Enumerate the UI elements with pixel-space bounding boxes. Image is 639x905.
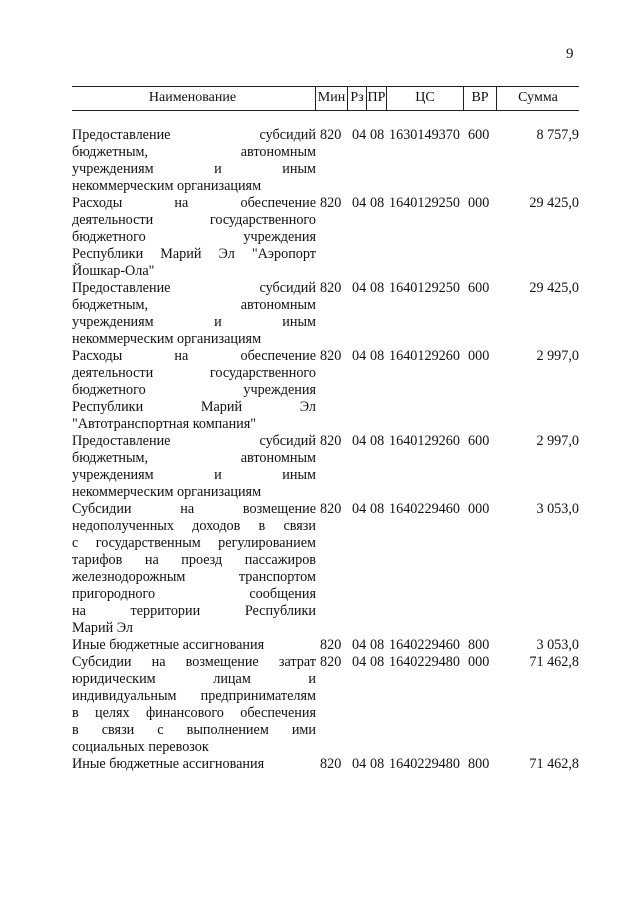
row-vr: 800 (468, 637, 490, 653)
row-name-line: Иные бюджетные ассигнования (72, 756, 265, 772)
row-cs: 1640129260 (389, 433, 460, 449)
row-name-line: на территории Республики (72, 603, 316, 619)
table-row (72, 280, 579, 348)
row-name-line: Предоставление субсидий (72, 433, 316, 449)
row-name-line: Республики Марий Эл "Аэропорт (72, 246, 316, 262)
row-pr: 08 (370, 195, 385, 211)
row-sum: 29 425,0 (529, 195, 579, 211)
row-rz: 04 (352, 348, 367, 364)
row-pr: 08 (370, 501, 385, 517)
row-name (72, 433, 316, 501)
row-name-line: бюджетного учреждения (72, 229, 316, 245)
row-pr: 08 (370, 637, 385, 653)
row-vr: 000 (468, 501, 490, 517)
row-rz: 04 (352, 637, 367, 653)
row-name-line: Марий Эл (72, 620, 133, 636)
row-name-line: в связи с выполнением ими (72, 722, 316, 738)
row-cs: 1640229480 (389, 654, 460, 670)
row-sum: 71 462,8 (529, 756, 579, 772)
row-name-line: с государственным регулированием (72, 535, 316, 551)
row-cs: 1640129250 (389, 280, 460, 296)
row-cs: 1640129250 (389, 195, 460, 211)
row-pr: 08 (370, 433, 385, 449)
row-rz: 04 (352, 654, 367, 670)
row-name-line: тарифов на проезд пассажиров (72, 552, 316, 568)
table-row (72, 756, 579, 773)
row-name (72, 280, 316, 348)
row-name (72, 195, 316, 280)
row-cs: 1640229460 (389, 637, 460, 653)
row-rz: 04 (352, 127, 367, 143)
row-name-line: в целях финансового обеспечения (72, 705, 316, 721)
row-name-line: юридическим лицам и (72, 671, 316, 687)
row-name-line: бюджетным, автономным (72, 450, 316, 466)
row-name-line: железнодорожным транспортом (72, 569, 316, 585)
row-vr: 600 (468, 280, 490, 296)
row-cs: 1640229480 (389, 756, 460, 772)
table-row (72, 433, 579, 501)
row-rz: 04 (352, 433, 367, 449)
row-name-line: бюджетным, автономным (72, 144, 316, 160)
row-name-line: некоммерческим организациям (72, 178, 262, 194)
row-name-line: деятельности государственного (72, 365, 316, 381)
row-name-line: Предоставление субсидий (72, 127, 316, 143)
row-sum: 8 757,9 (536, 127, 579, 143)
table-row (72, 654, 579, 756)
header-min: Мин (317, 90, 346, 105)
row-pr: 08 (370, 348, 385, 364)
row-vr: 000 (468, 195, 490, 211)
row-pr: 08 (370, 280, 385, 296)
row-name-line: Предоставление субсидий (72, 280, 316, 296)
row-name (72, 654, 316, 756)
row-name-line: социальных перевозок (72, 739, 209, 755)
table-row (72, 637, 579, 654)
row-name-line: пригородного сообщения (72, 586, 316, 602)
row-min: 820 (320, 433, 342, 449)
row-name-line: некоммерческим организациям (72, 331, 262, 347)
row-name-line: Республики Марий Эл (72, 399, 316, 415)
row-vr: 800 (468, 756, 490, 772)
row-name (72, 637, 316, 654)
header-cs: ЦС (415, 90, 435, 105)
header-sum: Сумма (518, 90, 558, 105)
row-sum: 3 053,0 (536, 501, 579, 517)
row-min: 820 (320, 280, 342, 296)
row-name-line: деятельности государственного (72, 212, 316, 228)
row-min: 820 (320, 654, 342, 670)
row-name-line: индивидуальным предпринимателям (72, 688, 316, 704)
row-min: 820 (320, 195, 342, 211)
table-row (72, 127, 579, 195)
row-pr: 08 (370, 756, 385, 772)
row-name-line: бюджетным, автономным (72, 297, 316, 313)
table-row (72, 501, 579, 637)
row-name-line: Йошкар-Ола" (72, 263, 155, 279)
row-name-line: Расходы на обеспечение (72, 195, 316, 211)
row-vr: 000 (468, 348, 490, 364)
row-min: 820 (320, 756, 342, 772)
row-min: 820 (320, 501, 342, 517)
row-sum: 29 425,0 (529, 280, 579, 296)
page-number: 9 (566, 46, 574, 62)
table-row (72, 348, 579, 433)
row-name-line: учреждениям и иным (72, 161, 316, 177)
row-name (72, 756, 316, 773)
row-name-line: Расходы на обеспечение (72, 348, 316, 364)
row-cs: 1630149370 (389, 127, 460, 143)
row-sum: 2 997,0 (536, 348, 579, 364)
row-vr: 000 (468, 654, 490, 670)
row-min: 820 (320, 348, 342, 364)
row-name-line: Субсидии на возмещение затрат (72, 654, 316, 670)
header-rz: Рз (350, 90, 364, 105)
row-name (72, 501, 316, 637)
table-row (72, 195, 579, 280)
row-name-line: "Автотранспортная компания" (72, 416, 257, 432)
row-rz: 04 (352, 195, 367, 211)
row-rz: 04 (352, 280, 367, 296)
row-name-line: недополученных доходов в связи (72, 518, 316, 534)
row-sum: 2 997,0 (536, 433, 579, 449)
row-name (72, 127, 316, 195)
row-name-line: бюджетного учреждения (72, 382, 316, 398)
row-cs: 1640229460 (389, 501, 460, 517)
row-cs: 1640129260 (389, 348, 460, 364)
row-name-line: некоммерческим организациям (72, 484, 262, 500)
row-vr: 600 (468, 433, 490, 449)
row-pr: 08 (370, 127, 385, 143)
row-rz: 04 (352, 501, 367, 517)
row-sum: 71 462,8 (529, 654, 579, 670)
table-header (72, 86, 579, 111)
header-name: Наименование (148, 90, 237, 105)
row-rz: 04 (352, 756, 367, 772)
row-name-line: Иные бюджетные ассигнования (72, 637, 265, 653)
row-vr: 600 (468, 127, 490, 143)
row-name (72, 348, 316, 433)
row-min: 820 (320, 127, 342, 143)
header-pr: ПР (367, 90, 386, 105)
row-name-line: Субсидии на возмещение (72, 501, 316, 517)
row-name-line: учреждениям и иным (72, 314, 316, 330)
row-min: 820 (320, 637, 342, 653)
header-vr: ВР (471, 90, 489, 105)
row-sum: 3 053,0 (536, 637, 579, 653)
row-pr: 08 (370, 654, 385, 670)
row-name-line: учреждениям и иным (72, 467, 316, 483)
